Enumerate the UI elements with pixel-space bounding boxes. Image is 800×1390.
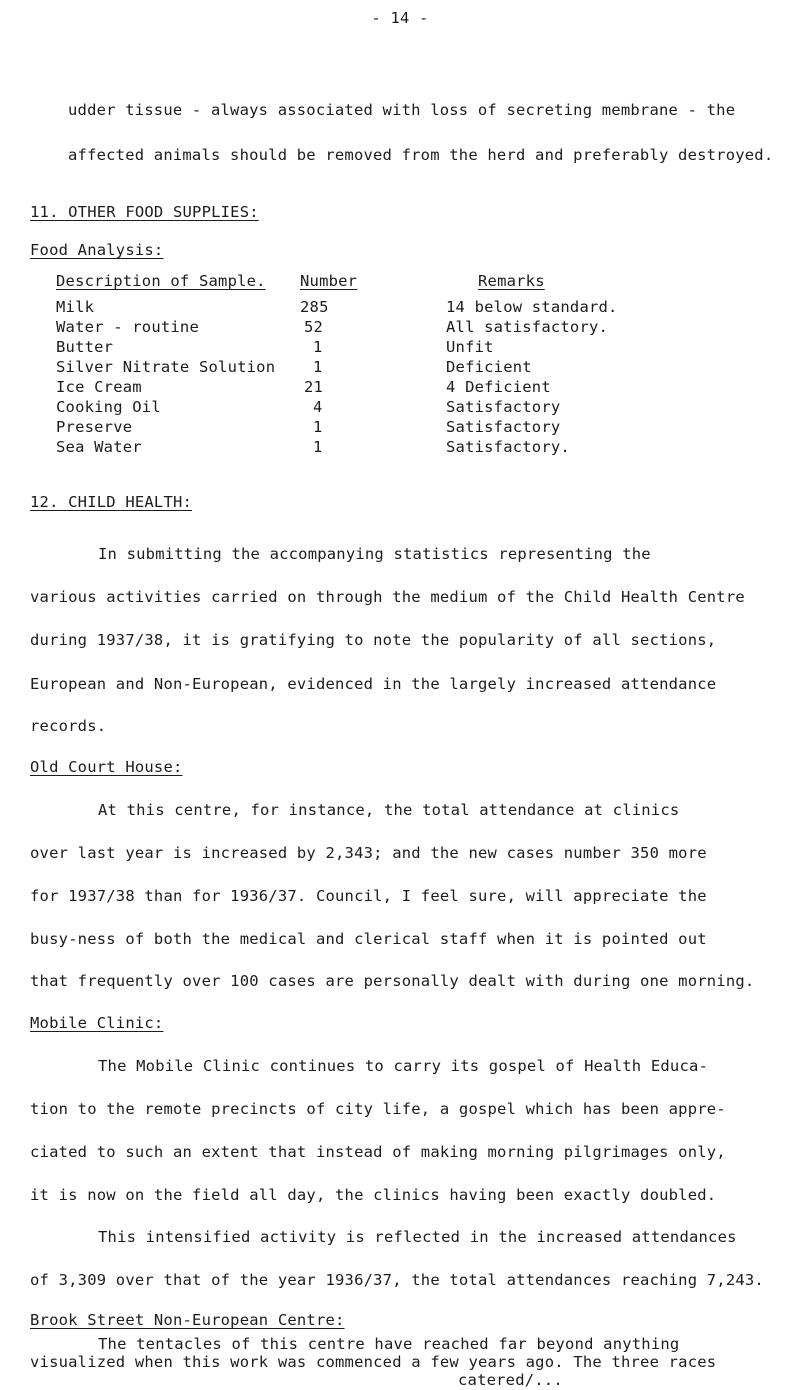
table-cell-number: 1 — [313, 418, 323, 436]
table-cell-number: 21 — [304, 378, 324, 396]
child-health-line-4: European and Non-European, evidenced in the largely increased attendance — [30, 675, 717, 693]
table-cell-remarks: Satisfactory. — [446, 438, 570, 456]
mobile-clinic-line-5: This intensified activity is reflected in the increased attendances — [98, 1228, 737, 1246]
column-header-remarks: Remarks — [478, 272, 545, 290]
old-court-line-4: busy-ness of both the medical and clerical staff when it is pointed out — [30, 930, 707, 948]
child-health-line-5: records. — [30, 717, 107, 735]
old-court-line-1: At this centre, for instance, the total attendance at clinics — [98, 801, 680, 819]
intro-line-1: udder tissue - always associated with loss of secreting membrane - the — [68, 101, 736, 119]
table-cell-remarks: Satisfactory — [446, 398, 561, 416]
mobile-clinic-line-6: of 3,309 over that of the year 1936/37, the total attendances reaching 7,243. — [30, 1271, 764, 1289]
table-cell-number: 1 — [313, 438, 323, 456]
table-cell-number: 1 — [313, 338, 323, 356]
table-cell-remarks: Satisfactory — [446, 418, 561, 436]
table-cell-description: Preserve — [56, 418, 133, 436]
table-cell-description: Butter — [56, 338, 114, 356]
mobile-clinic-heading: Mobile Clinic: — [30, 1014, 164, 1032]
old-court-house-heading: Old Court House: — [30, 758, 183, 776]
table-cell-remarks: All satisfactory. — [446, 318, 609, 336]
child-health-line-2: various activities carried on through the medium of the Child Health Centre — [30, 588, 745, 606]
brook-street-heading: Brook Street Non-European Centre: — [30, 1311, 345, 1329]
table-cell-description: Cooking Oil — [56, 398, 161, 416]
table-cell-number: 52 — [304, 318, 324, 336]
brook-street-line-1: The tentacles of this centre have reached far beyond anything — [98, 1335, 680, 1353]
table-cell-remarks: Deficient — [446, 358, 532, 376]
brook-street-line-2: visualized when this work was commenced a few years ago. The three races — [30, 1353, 717, 1371]
table-cell-remarks: 4 Deficient — [446, 378, 551, 396]
old-court-line-2: over last year is increased by 2,343; and the new cases number 350 more — [30, 844, 707, 862]
mobile-clinic-line-3: ciated to such an extent that instead of making morning pilgrimages only, — [30, 1143, 726, 1161]
section-11-heading: 11. OTHER FOOD SUPPLIES: — [30, 203, 259, 221]
table-cell-description: Water - routine — [56, 318, 199, 336]
food-analysis-heading: Food Analysis: — [30, 241, 164, 259]
table-cell-number: 285 — [300, 298, 329, 316]
table-cell-remarks: Unfit — [446, 338, 494, 356]
mobile-clinic-line-4: it is now on the field all day, the clinics having been exactly doubled. — [30, 1186, 717, 1204]
table-cell-description: Ice Cream — [56, 378, 142, 396]
child-health-line-1: In submitting the accompanying statistics representing the — [98, 545, 651, 563]
child-health-line-3: during 1937/38, it is gratifying to note the popularity of all sections, — [30, 631, 717, 649]
column-header-number: Number — [300, 272, 358, 290]
table-cell-number: 4 — [313, 398, 323, 416]
old-court-line-5: that frequently over 100 cases are personally dealt with during one morning. — [30, 972, 755, 990]
table-cell-number: 1 — [313, 358, 323, 376]
mobile-clinic-line-2: tion to the remote precincts of city life, a gospel which has been appre- — [30, 1100, 726, 1118]
page-number: - 14 - — [371, 9, 429, 27]
catchword: catered/... — [458, 1371, 563, 1389]
intro-line-2: affected animals should be removed from the herd and preferably destroyed. — [68, 146, 774, 164]
section-12-heading: 12. CHILD HEALTH: — [30, 493, 193, 511]
table-cell-description: Sea Water — [56, 438, 142, 456]
column-header-description: Description of Sample. — [56, 272, 266, 290]
table-cell-description: Silver Nitrate Solution — [56, 358, 276, 376]
mobile-clinic-line-1: The Mobile Clinic continues to carry its gospel of Health Educa- — [98, 1057, 709, 1075]
table-cell-remarks: 14 below standard. — [446, 298, 618, 316]
old-court-line-3: for 1937/38 than for 1936/37. Council, I feel sure, will appreciate the — [30, 887, 707, 905]
table-cell-description: Milk — [56, 298, 95, 316]
